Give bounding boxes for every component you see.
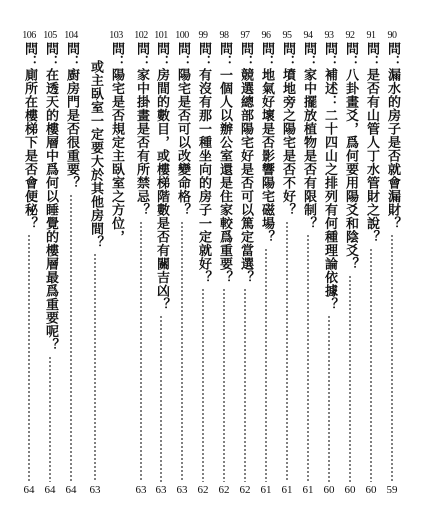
toc-entry bbox=[132, 30, 150, 500]
question-text: 廁所在樓梯下是否會便秘？ bbox=[22, 68, 37, 230]
question-number: 93 bbox=[324, 30, 334, 41]
question-text: 陽宅是否規定主臥室之方位， bbox=[109, 68, 124, 244]
leader-dots bbox=[307, 234, 309, 482]
page-number: 61 bbox=[260, 484, 272, 496]
question-text: 補述：二十四山之排列有何種理論依據？ bbox=[322, 68, 337, 311]
question-label: 問： bbox=[385, 42, 400, 68]
question-text: 墳地旁之陽宅是否不好？ bbox=[280, 68, 295, 217]
question-text: 家中掛畫是否有所禁忌？ bbox=[134, 68, 149, 217]
leader-dots bbox=[223, 288, 225, 482]
question-number: 91 bbox=[366, 30, 376, 41]
question-label: 問： bbox=[259, 42, 274, 68]
leader-dots bbox=[370, 248, 372, 483]
leader-dots bbox=[140, 221, 142, 483]
leader-dots bbox=[265, 248, 267, 483]
question-text: 漏水的房子是否就會漏財？ bbox=[385, 68, 400, 230]
question-number: 90 bbox=[387, 30, 397, 41]
toc-entry bbox=[236, 30, 254, 500]
question-label: 問： bbox=[217, 42, 232, 68]
page-number: 64 bbox=[65, 484, 77, 496]
question-label: 問： bbox=[154, 42, 169, 68]
question-text: 在透天的樓層中爲何以睡覺的樓層最爲重要呢？ bbox=[43, 68, 58, 352]
leader-dots bbox=[49, 356, 51, 483]
leader-dots bbox=[94, 253, 96, 482]
toc-entry bbox=[194, 30, 212, 500]
toc-entry bbox=[278, 30, 296, 500]
toc-entry bbox=[41, 30, 59, 500]
page-number: 59 bbox=[386, 484, 398, 496]
question-number: 97 bbox=[240, 30, 250, 41]
toc-entry bbox=[152, 30, 170, 500]
question-label: 問： bbox=[238, 42, 253, 68]
toc-entry bbox=[320, 30, 338, 500]
question-number: 98 bbox=[219, 30, 229, 41]
leader-dots bbox=[244, 288, 246, 482]
toc-entry bbox=[62, 30, 80, 500]
page-number: 63 bbox=[89, 484, 101, 496]
question-label: 問： bbox=[322, 42, 337, 68]
question-number: 94 bbox=[303, 30, 313, 41]
question-number: 96 bbox=[261, 30, 271, 41]
question-text: 地氣好壞是否影響陽宅磁場？ bbox=[259, 68, 274, 244]
question-label: 問： bbox=[280, 42, 295, 68]
question-label: 問： bbox=[43, 42, 58, 68]
page-number: 60 bbox=[344, 484, 356, 496]
leader-dots bbox=[202, 288, 204, 482]
toc-entry-continuation bbox=[86, 30, 104, 500]
leader-dots bbox=[160, 315, 162, 482]
page-number: 61 bbox=[302, 484, 314, 496]
question-number: 103 bbox=[109, 30, 123, 41]
question-number: 105 bbox=[43, 30, 57, 41]
page-number: 60 bbox=[365, 484, 377, 496]
question-text: 一個人以辦公室還是住家較爲重要？ bbox=[217, 68, 232, 284]
question-text: 八卦畫爻，爲何要用陽爻和陰爻？ bbox=[343, 68, 358, 271]
question-text: 房間的數目，或樓梯階數是否有關吉凶？ bbox=[154, 68, 169, 311]
leader-dots bbox=[28, 234, 30, 482]
question-label: 問： bbox=[22, 42, 37, 68]
question-number: 102 bbox=[134, 30, 148, 41]
question-label: 問： bbox=[196, 42, 211, 68]
question-number: 100 bbox=[175, 30, 189, 41]
question-label: 問： bbox=[64, 42, 79, 68]
question-text: 或主臥室一定要大於其他房間？ bbox=[88, 60, 103, 249]
toc-entry bbox=[383, 30, 401, 500]
page-number: 62 bbox=[218, 484, 230, 496]
toc-entry bbox=[173, 30, 191, 500]
leader-dots bbox=[70, 194, 72, 483]
toc-entry bbox=[107, 30, 125, 500]
question-number: 106 bbox=[22, 30, 36, 41]
page-number: 64 bbox=[44, 484, 56, 496]
question-label: 問： bbox=[301, 42, 316, 68]
question-label: 問： bbox=[109, 42, 124, 68]
question-label: 問： bbox=[343, 42, 358, 68]
toc-entry bbox=[362, 30, 380, 500]
question-number: 95 bbox=[282, 30, 292, 41]
question-label: 問： bbox=[134, 42, 149, 68]
question-number: 104 bbox=[64, 30, 78, 41]
page-number: 64 bbox=[23, 484, 35, 496]
question-label: 問： bbox=[364, 42, 379, 68]
question-text: 家中擺放植物是否有限制？ bbox=[301, 68, 316, 230]
page-number: 60 bbox=[323, 484, 335, 496]
page-number: 62 bbox=[239, 484, 251, 496]
toc-entry bbox=[299, 30, 317, 500]
question-text: 有沒有那一種坐向的房子一定就好？ bbox=[196, 68, 211, 284]
leader-dots bbox=[328, 315, 330, 482]
question-number: 92 bbox=[345, 30, 355, 41]
page-number: 63 bbox=[176, 484, 188, 496]
toc-entry bbox=[341, 30, 359, 500]
page-number: 62 bbox=[197, 484, 209, 496]
page-number: 63 bbox=[155, 484, 167, 496]
page-number: 61 bbox=[281, 484, 293, 496]
leader-dots bbox=[391, 234, 393, 482]
question-text: 是否有山管人丁水管財之說？ bbox=[364, 68, 379, 244]
leader-dots bbox=[181, 221, 183, 483]
question-text: 廚房門是否很重要？ bbox=[64, 68, 79, 190]
toc-entry bbox=[215, 30, 233, 500]
leader-dots bbox=[286, 221, 288, 483]
toc-entry bbox=[257, 30, 275, 500]
page-number: 63 bbox=[135, 484, 147, 496]
question-label: 問： bbox=[175, 42, 190, 68]
toc-entry bbox=[20, 30, 38, 500]
question-number: 99 bbox=[198, 30, 208, 41]
question-text: 陽宅是否可以改變命格？ bbox=[175, 68, 190, 217]
question-number: 101 bbox=[154, 30, 168, 41]
question-text: 競選總部陽宅好是否可以篤定當選？ bbox=[238, 68, 253, 284]
leader-dots bbox=[349, 275, 351, 483]
